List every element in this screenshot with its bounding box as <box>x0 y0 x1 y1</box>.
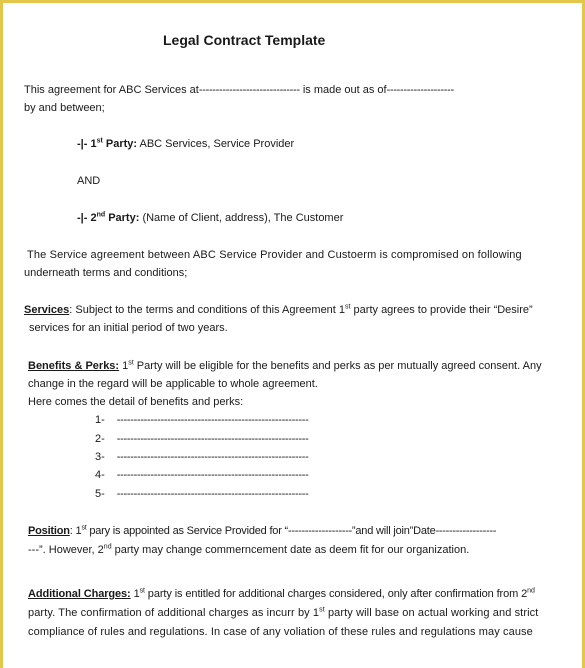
intro-text-b: is made out as of <box>299 84 387 96</box>
party-1-sup: st <box>96 137 103 145</box>
blank-position: ------------------- <box>288 525 352 537</box>
services-text-b: party agrees to provide their “Desire” <box>350 304 533 316</box>
services-line-1 <box>24 303 533 317</box>
benefit-item <box>95 413 308 427</box>
benefit-item-blank: --------------------------------------------------------- <box>116 451 309 463</box>
position-text-d: ---”. However, 2 <box>28 544 104 556</box>
benefit-item-number: 5- <box>95 488 105 500</box>
benefit-item-number: 4- <box>95 469 105 481</box>
benefits-text-b: Party will be eligible for the benefits and perks as per mutually agreed consent. Any <box>133 360 542 372</box>
benefits-sup: st <box>128 359 134 367</box>
charges-line-1 <box>28 587 535 601</box>
party-1-line <box>77 137 294 151</box>
document-page <box>3 3 582 668</box>
benefits-heading: Benefits & Perks: <box>28 360 120 372</box>
charges-sup-2: nd <box>527 587 535 595</box>
blank-date: -------------------- <box>386 84 454 96</box>
charges-sup-1: st <box>139 587 145 595</box>
party-2-prefix: -|- 2 <box>77 212 97 224</box>
benefit-item-blank: --------------------------------------------------------- <box>116 433 309 445</box>
agreement-line-2: underneath terms and conditions; <box>24 267 188 279</box>
position-text-b: pary is appointed as Service Provided for “ <box>86 525 289 537</box>
charges-text-a: 1 <box>130 588 140 600</box>
agreement-line-1: The Service agreement between ABC Service Provider and Custoerm is compromised on following <box>27 249 522 261</box>
benefit-item <box>95 487 308 501</box>
charges-line-2 <box>28 606 538 620</box>
blank-join-date: ------------------ <box>435 525 497 537</box>
and-label: AND <box>77 175 101 187</box>
position-line-1 <box>28 524 496 538</box>
position-sup-2: nd <box>103 543 112 551</box>
position-text-a: : 1 <box>69 525 82 537</box>
benefit-item-number: 1- <box>95 414 105 426</box>
party-2-line <box>77 211 343 225</box>
position-heading: Position <box>28 525 70 537</box>
benefits-line-3: Here comes the detail of benefits and perks: <box>28 396 244 408</box>
charges-heading: Additional Charges: <box>28 588 131 600</box>
benefit-item-blank: --------------------------------------------------------- <box>116 469 309 481</box>
services-heading: Services <box>24 304 70 316</box>
benefits-line-2: change in the regard will be applicable to whole agreement. <box>28 378 318 390</box>
party-1-text: ABC Services, Service Provider <box>137 138 295 150</box>
party-2-sup: nd <box>96 211 106 219</box>
party-2-text: (Name of Client, address), The Customer <box>139 212 344 224</box>
charges-line-3: compliance of rules and regulations. In case of any voliation of these rules and regulations may cause <box>28 626 533 638</box>
benefit-item-blank: --------------------------------------------------------- <box>116 488 309 500</box>
intro-text-a: This agreement for ABC Services at <box>24 84 199 96</box>
charges-text-b: party is entitled for additional charges considered, only after confirmation from 2 <box>144 588 528 600</box>
intro-line-2: by and between; <box>24 102 105 114</box>
blank-service-location: ------------------------------ <box>198 84 300 96</box>
document-title: Legal Contract Template <box>163 32 326 48</box>
benefit-item-number: 2- <box>95 433 105 445</box>
charges-text-c: party. The confirmation of additional charges as incurr by 1 <box>28 607 320 619</box>
benefit-item <box>95 432 308 446</box>
party-1-prefix: -|- 1 <box>77 138 97 150</box>
charges-sup-3: st <box>319 606 325 614</box>
party-1-label: Party: <box>102 138 138 150</box>
benefit-item <box>95 450 308 464</box>
position-line-2 <box>28 543 469 557</box>
benefits-text-a: 1 <box>119 360 129 372</box>
position-text-c: ”and will join”Date <box>351 525 436 537</box>
charges-text-d: party will base on actual working and strict <box>324 607 539 619</box>
party-2-label: Party: <box>105 212 140 224</box>
position-sup-1: st <box>81 524 87 532</box>
position-text-e: party may change commerncement date as deem fit for our organization. <box>111 544 470 556</box>
benefit-item <box>95 468 308 482</box>
services-sup: st <box>345 303 351 311</box>
benefit-item-number: 3- <box>95 451 105 463</box>
services-line-2: services for an initial period of two years. <box>29 322 228 334</box>
services-text-a: : Subject to the terms and conditions of this Agreement 1 <box>69 304 346 316</box>
intro-line-1 <box>24 83 454 97</box>
benefit-item-blank: --------------------------------------------------------- <box>116 414 309 426</box>
benefits-line-1 <box>28 359 542 373</box>
